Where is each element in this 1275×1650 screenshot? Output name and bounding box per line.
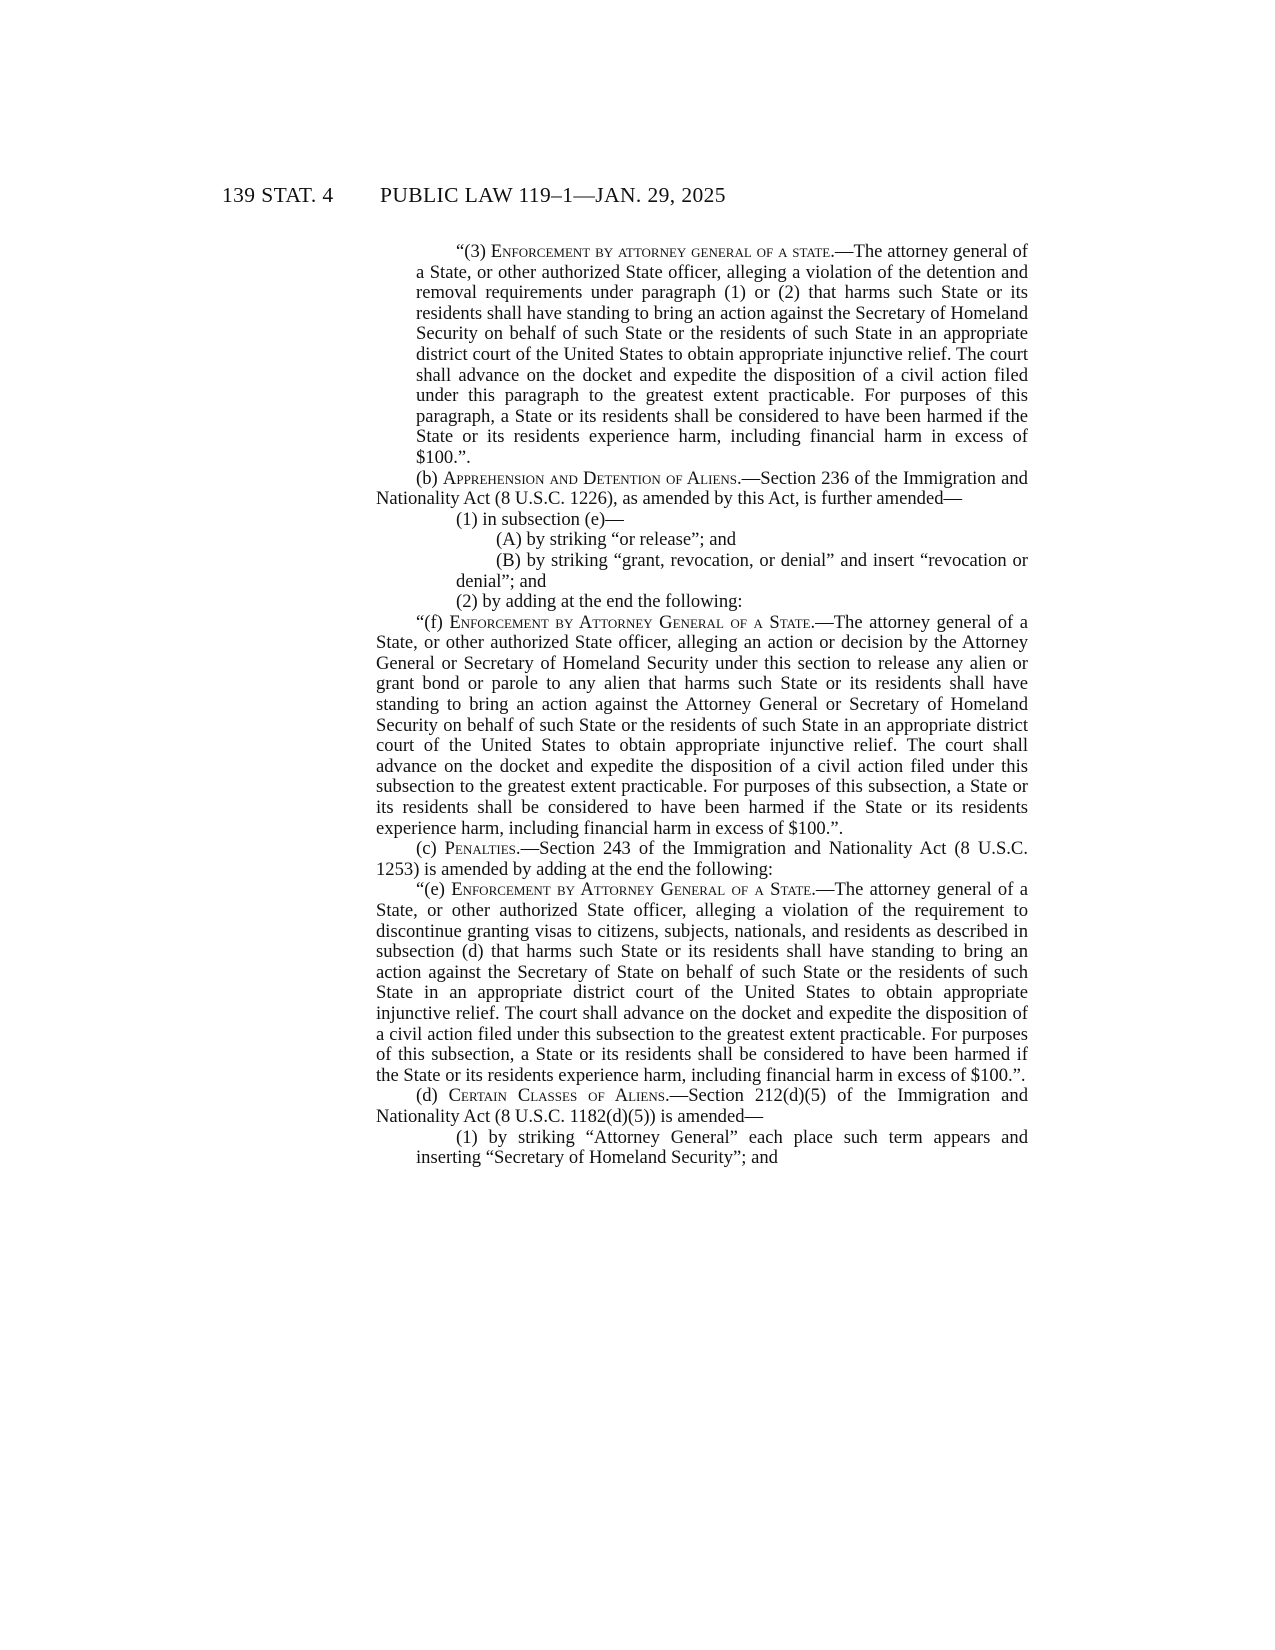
subsection-lead: (d) [416,1085,449,1107]
subsection-text: —Section 243 of the Immigration and Nationality Act (8 U.S.C. 1253) is amended by adding at the end the following: [376,838,1028,880]
subsection-d [376,1086,1028,1127]
subsection-text: —The attorney general of a State, or other authorized State officer, alleging an action or decision by the Attorney General or Secretary of Homeland Security under this section to release any alien or grant bond or parole to any alien that harms such State or its residents shall have standing to bring an action against the Attorney General or Secretary of Homeland Security on behalf of such State or the residents of such State in an appropriate district court of the United States to obtain appropriate injunctive relief. The court shall advance on the docket and expedite the disposition of a civil action filed under this subsection to the greatest extent practicable. For purposes of this subsection, a State or its residents shall be considered to have been harmed if the State or its residents experience harm, including financial harm in excess of $100.”. [376,611,1028,839]
subsection-d-item-1: (1) by striking “Attorney General” each place such term appears and inserting “Secretary of Homeland Security”; and [416,1126,1028,1169]
subsection-lead: “(e) [416,879,452,901]
subsection-heading: Certain Classes of Aliens. [448,1085,670,1107]
paragraph-lead: “(3) [456,241,491,262]
subsection-b-item-B: (B) by striking “grant, revocation, or denial” and insert “revocation or denial”; and [456,549,1028,592]
subsection-b-item-A: (A) by striking “or release”; and [496,529,737,551]
paragraph-text: —The attorney general of a State, or other authorized State officer, alleging a violation of the detention and removal requirements under paragraph (1) or (2) that harms such State or its residents shall have standing to bring an action against the Secretary of Homeland Security on behalf of such State or the residents of such State in an appropriate district court of the United States to obtain appropriate injunctive relief. The court shall advance on the docket and expedite the disposition of a civil action filed under this paragraph to the greatest extent practicable. For purposes of this paragraph, a State or its residents shall be considered to have been harmed if the State or its residents experience harm, including financial harm in excess of $100.”. [416,241,1028,468]
subsection-lead: (c) [416,838,445,860]
subsection-text: —Section 236 of the Immigration and Nationality Act (8 U.S.C. 1226), as amended by this Act, is further amended— [376,467,1028,510]
subsection-b-item-1: (1) in subsection (e)— [456,508,624,530]
subsection-text: —Section 212(d)(5) of the Immigration and Nationality Act (8 U.S.C. 1182(d)(5)) is amended— [376,1085,1028,1127]
paragraph-3-enforcement [376,242,1028,469]
subsection-heading: Penalties. [444,838,521,860]
subsection-heading: Enforcement by Attorney General of a State. [449,611,816,633]
paragraph-heading: Enforcement by attorney general of a state. [490,241,835,262]
quoted-subsection-e [376,880,1028,1086]
subsection-lead: “(f) [416,611,450,633]
quoted-subsection-f [376,613,1028,840]
subsection-b-item-2: (2) by adding at the end the following: [456,591,743,613]
subsection-c [376,839,1028,880]
subsection-heading: Enforcement by Attorney General of a State. [451,879,816,901]
subsection-text: —The attorney general of a State, or other authorized State officer, alleging a violation of the requirement to discontinue granting visas to citizens, subjects, nationals, and residents as described in subsection (d) that harms such State or its residents shall have standing to bring an action against the Secretary of State on behalf of such State or the residents of such State in an appropriate district court of the United States to obtain appropriate injunctive relief. The court shall advance on the docket and expedite the disposition of a civil action filed under this subsection to the greatest extent practicable. For purposes of this subsection, a State or its residents shall be considered to have been harmed if the State or its residents experience harm, including financial harm in excess of $100.”. [376,879,1028,1086]
subsection-lead: (b) [416,467,443,489]
statute-page-number: 139 STAT. 4 [222,183,334,207]
page-header [0,183,1275,217]
subsection-heading: Apprehension and Detention of Aliens. [442,467,742,489]
running-title: PUBLIC LAW 119–1—JAN. 29, 2025 [380,183,726,207]
document-body [376,242,1028,1169]
subsection-b [376,469,1028,510]
